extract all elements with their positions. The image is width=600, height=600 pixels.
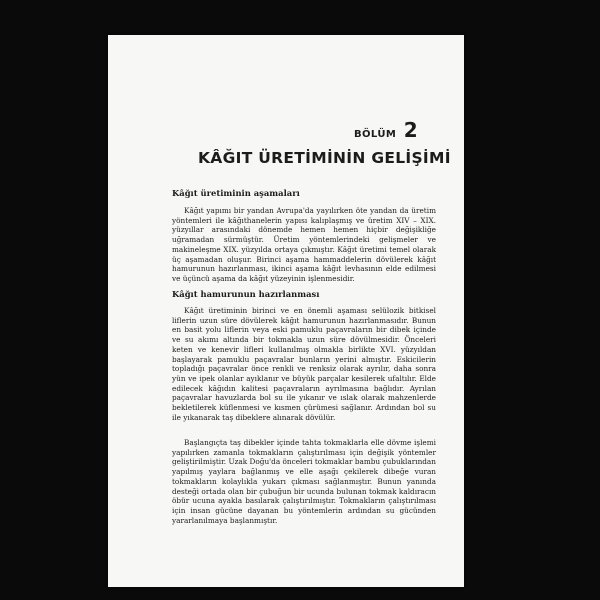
chapter-word: BÖLÜM xyxy=(354,129,397,140)
section-heading: Kâğıt üretiminin aşamaları xyxy=(172,188,300,198)
book-page xyxy=(108,35,464,587)
paragraph: Kâğıt yapımı bir yandan Avrupa'da yayılırken öte yandan da üretim yöntemleri ile kâğıthanelerin yapısı kalıplaşmış ve üretim XIV – XIX. yüzyıllar arasındaki dönemde hemen hemen hiçbir değişikliğe uğramadan sürmüştür. Üretim yöntemlerindeki gelişmeler ve makineleşme XIX. yüzyılda ortaya çıkmıştır. Kâğıt üretimi temel olarak üç aşamadan oluşur. Birinci aşama hammaddelerin dövülerek kâğıt hamurunun hazırlanması, ikinci aşama kâğıt levhasının elde edilmesi ve üçüncü aşama da kâğıt yüzeyinin işlenmesidir. xyxy=(172,206,436,283)
paragraph: Kâğıt üretiminin birinci ve en önemli aşaması selülozik bitkisel liflerin uzun süre dövülerek kâğıt hamurunun hazırlanmasıdır. Bunun en basit yolu liflerin veya eski pamuklu paçavraların bir dibek içinde ve su akımı altında bir tokmakla uzun süre dövülmesidir. Önceleri keten ve kenevir lifleri kullanılmış olmakla birlikte XVI. yüzyıldan başlayarak pamuklu paçavralar bunların yerini almıştır. Eskicilerin topladığı paçavralar önce renkli ve renksiz olarak ayrılır, daha sonra yün ve ipek olanlar ayıklanır ve büyük parçalar kesilerek ufaltılır. Elde edilecek kâğıdın kalitesi paçavraların ayrılmasına bağlıdır. Ayrılan paçavralar havuzlarda bol su ile yıkanır ve ıslak olarak mahzenlerde bekletilerek küflenmesi ve kısmen çürümesi sağlanır. Ardından bol su ile yıkanarak taş dibeklere alınarak dövülür. xyxy=(172,306,436,422)
chapter-label xyxy=(354,118,418,142)
chapter-number: 2 xyxy=(403,118,418,142)
chapter-title: KÂĞIT ÜRETİMİNİN GELİŞİMİ xyxy=(198,149,451,167)
paragraph: Başlangıçta taş dibekler içinde tahta tokmaklarla elle dövme işlemi yapılırken zamanla tokmakların çalıştırılması için değişik yöntemler geliştirilmiştir. Uzak Doğu'da önceleri tokmaklar bambu çubuklarından yapılmış yaylara bağlanmış ve elle aşağı çekilerek dibeğe vuran tokmakların kolaylıkla yukarı çıkması sağlanmıştır. Bunun yanında desteği ortada olan bir çubuğun bir ucunda bulunan tokmak kaldıracın öbür ucuna ayakla basılarak çalıştırılmıştır. Tokmakların çalıştırılması için insan gücüne dayanan bu yöntemlerin ardından su gücünden yararlanılmaya başlanmıştır. xyxy=(172,438,436,525)
subsection-heading: Kâğıt hamurunun hazırlanması xyxy=(172,289,320,299)
